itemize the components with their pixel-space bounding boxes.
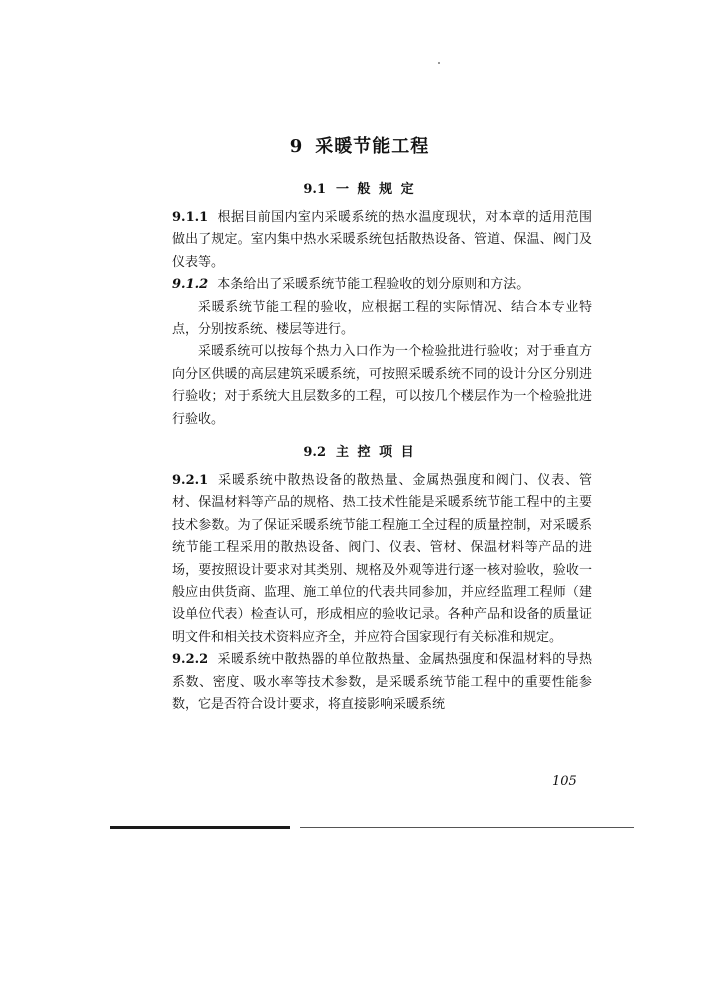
section-title-text: 主 控 项 目 bbox=[336, 445, 416, 460]
clause-9-1-1 bbox=[172, 207, 592, 274]
section-title-9-1 bbox=[0, 178, 719, 197]
section-title-text: 一 般 规 定 bbox=[336, 182, 416, 197]
clause-text: 采暖系统中散热设备的散热量、金属热强度和阀门、仪表、管材、保温材料等产品的规格、热工技术性能是采暖系统节能工程中的主要技术参数。为了保证采暖系统节能工程施工全过程的质量控制，对采暖系统节能工程采用的散热设备、阀门、仪表、管材、保温材料等产品的进场，要按照设计要求对其类别、规格及外观等进行逐一核对验收，验收一般应由供货商、监理、施工单位的代表共同参加，并应经监理工程师（建设单位代表）检查认可，形成相应的验收记录。各种产品和设备的质量证明文件和相关技术资料应齐全，并应符合国家现行有关标准和规定。 bbox=[172, 473, 592, 645]
chapter-number: 9 bbox=[289, 136, 304, 157]
chapter-title-text: 采暖节能工程 bbox=[315, 136, 430, 157]
page-number: 105 bbox=[552, 774, 577, 789]
paragraph: 采暖系统节能工程的验收，应根据工程的实际情况、结合本专业特点，分别按系统、楼层等进行。 bbox=[172, 299, 592, 338]
section-number: 9.2 bbox=[303, 445, 327, 460]
clause-number: 9.2.1 bbox=[172, 473, 209, 488]
clause-text: 采暖系统中散热器的单位散热量、金属热强度和保温材料的导热系数、密度、吸水率等技术参数，是采暖系统节能工程中的重要性能参数，它是否符合设计要求，将直接影响采暖系统 bbox=[172, 652, 592, 713]
clause-number: 9.1.2 bbox=[172, 277, 209, 293]
clause-number: 9.1.1 bbox=[172, 210, 209, 225]
section-9-2-body bbox=[172, 470, 592, 716]
section-number: 9.1 bbox=[303, 182, 327, 197]
clause-number: 9.2.2 bbox=[172, 652, 209, 668]
section-9-1-body bbox=[172, 207, 592, 431]
footer-rule-thin bbox=[300, 827, 634, 828]
footer-rule-thick bbox=[110, 826, 290, 829]
clause-9-2-1 bbox=[172, 470, 592, 649]
section-title-9-2 bbox=[0, 441, 719, 460]
clause-9-2-2 bbox=[172, 649, 592, 716]
speck-mark bbox=[438, 62, 440, 64]
clause-text: 本条给出了采暖系统节能工程验收的划分原则和方法。 bbox=[217, 277, 530, 293]
clause-9-1-2 bbox=[172, 274, 592, 296]
paragraph: 采暖系统可以按每个热力入口作为一个检验批进行验收；对于垂直方向分区供暖的高层建筑采暖系统，可按照采暖系统不同的设计分区分别进行验收；对于系统大且层数多的工程，可以按几个楼层作为一个检验批进行验收。 bbox=[172, 344, 592, 427]
chapter-title bbox=[0, 132, 719, 158]
clause-text: 根据目前国内室内采暖系统的热水温度现状，对本章的适用范围做出了规定。室内集中热水采暖系统包括散热设备、管道、保温、阀门及仪表等。 bbox=[172, 210, 592, 270]
